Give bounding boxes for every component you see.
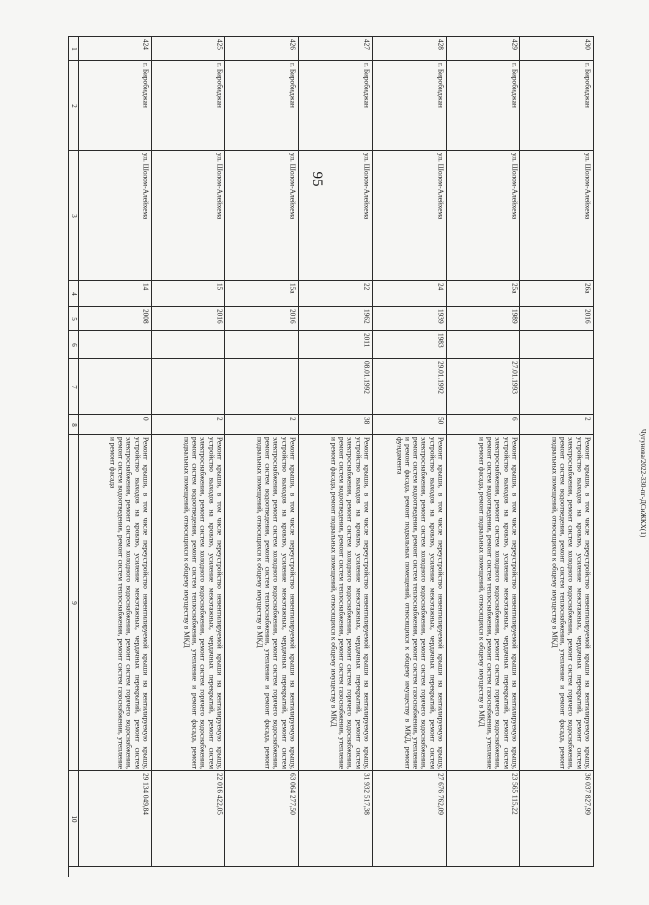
cell-c6 <box>78 331 152 359</box>
cell-cost <box>373 771 447 867</box>
cell-text: 63 064 277,50 <box>289 773 299 815</box>
cell-text: 27 676 762,09 <box>436 773 446 815</box>
cell-works <box>299 435 373 771</box>
cell-text: Ремонт крыши, в том числе переустройство невентилируемой крыши на вентилируемую крышу, устройство выходов на кровлю, усиление межэтажных, чердачных перекрытий, ремонт систем электроснабжения, ремонт систем холодного водоснабжения, ремонт систем горячего водоснабжения, ремонт систем водоотведения, ремонт систем теплоснабжения, утепление и ремонт фасада, ремонт подвальных помещений, относящихся к общему имуществу в МКД <box>550 437 593 769</box>
cell-text <box>80 361 150 413</box>
cell-n <box>78 37 152 61</box>
table-row <box>373 36 447 877</box>
cell-text: 31 932 517,38 <box>362 773 372 815</box>
cell-text <box>154 361 224 413</box>
cell-house <box>299 281 373 307</box>
cell-c5 <box>152 307 226 331</box>
cell-works <box>225 435 299 771</box>
column-header-label: 9 <box>69 600 78 605</box>
cell-text: 425 <box>215 39 225 50</box>
cell-c6 <box>447 331 521 359</box>
column-header-label: 4 <box>69 291 78 296</box>
cell-text: Ремонт крыши, в том числе переустройство невентилируемой крыши на вентилируемую крышу, устройство выходов на кровлю, усиление межэтажных, чердачных перекрытий, ремонт систем электроснабжения, ремонт систем холодного водоснабжения, ремонт систем горячего водоснабжения, ремонт систем водоотведения, ремонт систем теплоснабжения, ремонт систем газоснабжения, утепление и ремонт фасада, ремонт подвальных помещений, относящихся к общему имуществу в МКД <box>477 437 520 769</box>
cell-text: ул. Шолом-Алейхема <box>436 153 446 220</box>
cell-house <box>373 281 447 307</box>
cell-street <box>520 151 594 281</box>
cell-works <box>447 435 521 771</box>
column-header-label: 7 <box>69 384 78 389</box>
cell-text: г. Биробиджан <box>362 63 372 108</box>
table-row <box>78 36 152 877</box>
cell-n <box>225 37 299 61</box>
cell-c8 <box>447 415 521 435</box>
cell-house <box>152 281 226 307</box>
cell-house <box>520 281 594 307</box>
table-row <box>299 36 373 877</box>
column-header-label: 8 <box>69 422 78 427</box>
cell-text: 2016 <box>215 309 225 324</box>
cell-text: 0 <box>141 417 151 421</box>
cell-text: 24 <box>436 283 446 291</box>
cell-c5 <box>78 307 152 331</box>
cell-c7 <box>225 359 299 415</box>
cell-text: 15 <box>215 283 225 291</box>
cell-text: 29 134 049,84 <box>141 773 151 815</box>
cell-house <box>225 281 299 307</box>
cell-text: ул. Шолом-Алейхема <box>583 153 593 220</box>
cell-text: 2 <box>583 417 593 421</box>
cell-city <box>225 61 299 151</box>
cell-street <box>152 151 226 281</box>
cell-c8 <box>78 415 152 435</box>
cell-n <box>373 37 447 61</box>
cell-text: 428 <box>436 39 446 50</box>
cell-c5 <box>299 307 373 331</box>
cell-text: г. Биробиджан <box>583 63 593 108</box>
cell-text: ул. Шолом-Алейхема <box>510 153 520 220</box>
cell-text: 23 565 115,22 <box>510 773 520 815</box>
cell-c7 <box>152 359 226 415</box>
cell-text: 38 <box>362 417 372 425</box>
cell-text: Ремонт крыши, в том числе переустройство невентилируемой крыши на вентилируемую крышу, устройство выходов на кровлю, усиление межэтажных, чердачных перекрытий, ремонт систем электроснабжения, ремонт систем холодного водоснабжения, ремонт систем горячего водоснабжения, ремонт систем водоотведения, ремонт систем теплоснабжения, ремонт систем газоснабжения, утепление и ремонт фасада <box>108 437 151 769</box>
cell-n <box>152 37 226 61</box>
page-number: 95 <box>309 171 325 187</box>
cell-text: ул. Шолом-Алейхема <box>289 153 299 220</box>
cell-c5 <box>225 307 299 331</box>
column-header-label: 6 <box>69 342 78 347</box>
cell-text: 27.01.1993 <box>510 361 520 394</box>
table-row <box>447 36 521 877</box>
cell-text <box>154 333 224 357</box>
cell-house <box>447 281 521 307</box>
cell-text: Ремонт крыши, в том числе переустройство невентилируемой крыши на вентилируемую крышу, устройство выходов на кровлю, усиление межэтажных, чердачных перекрытий, ремонт систем электроснабжения, ремонт систем холодного водоснабжения, ремонт систем горячего водоснабжения, ремонт систем водоотведения, ремонт систем теплоснабжения, утепление и ремонт фасада, ремонт подвальных помещений, относящихся к общему имуществу в МКД <box>255 437 299 769</box>
table-row <box>152 36 226 877</box>
cell-c8 <box>299 415 373 435</box>
cell-city <box>373 61 447 151</box>
cell-text: 36 037 827,99 <box>583 773 593 815</box>
cell-cost <box>225 771 299 867</box>
cell-c6 <box>152 331 226 359</box>
cell-text: 2016 <box>583 309 593 324</box>
cell-text: Ремонт крыши, в том числе переустройство невентилируемой крыши на вентилируемую крышу, устройство выходов на кровлю, усиление межэтажных, чердачных перекрытий, ремонт систем электроснабжения, ремонт систем холодного водоснабжения, ремонт систем горячего водоснабжения, ремонт систем водоотведения, ремонт систем теплоснабжения, ремонт систем газоснабжения, утепление и ремонт фасада, ремонт подвальных помещений, относящихся к общему имуществу в МКД <box>329 437 372 769</box>
cell-c8 <box>520 415 594 435</box>
cell-cost <box>447 771 521 867</box>
cell-text <box>522 333 592 357</box>
cell-street <box>78 151 152 281</box>
cell-text: 50 <box>436 417 446 425</box>
cell-c5 <box>373 307 447 331</box>
cell-n <box>447 37 521 61</box>
cell-c6 <box>299 331 373 359</box>
cell-city <box>447 61 521 151</box>
cell-c7 <box>373 359 447 415</box>
cell-works <box>520 435 594 771</box>
cell-street <box>373 151 447 281</box>
cell-cost <box>299 771 373 867</box>
cell-text: 6 <box>510 417 520 421</box>
cell-street <box>225 151 299 281</box>
cell-text: 2 <box>215 417 225 421</box>
cell-text: 1989 <box>510 309 520 324</box>
cell-text: 22 <box>362 283 372 291</box>
cell-text: 1983 <box>436 333 446 348</box>
cell-text: г. Биробиджан <box>215 63 225 108</box>
cell-text <box>449 333 519 357</box>
cell-c7 <box>520 359 594 415</box>
table-row <box>520 36 594 877</box>
cell-text: 1939 <box>436 309 446 324</box>
cell-text: 427 <box>362 39 372 50</box>
cell-text: г. Биробиджан <box>436 63 446 108</box>
cell-text: 14 <box>141 283 151 291</box>
cell-c5 <box>520 307 594 331</box>
cell-text: г. Биробиджан <box>510 63 520 108</box>
cell-text: ул. Шолом-Алейхема <box>141 153 151 220</box>
cell-c6 <box>520 331 594 359</box>
cell-cost <box>78 771 152 867</box>
works-table <box>68 36 594 876</box>
cell-text: 08.01.1992 <box>362 361 372 394</box>
cell-c7 <box>447 359 521 415</box>
cell-c6 <box>225 331 299 359</box>
cell-street <box>447 151 521 281</box>
cell-text: 25а <box>510 283 520 294</box>
document-footer: Чугунова/2022-330-пг-ДСиЖКХ(1) <box>639 429 647 538</box>
cell-street <box>299 151 373 281</box>
cell-city <box>520 61 594 151</box>
cell-text: 2016 <box>289 309 299 324</box>
cell-cost <box>152 771 226 867</box>
cell-c8 <box>225 415 299 435</box>
cell-c6 <box>373 331 447 359</box>
cell-text: 2008 <box>141 309 151 324</box>
cell-text <box>227 361 297 413</box>
table-row <box>225 36 299 877</box>
cell-text: 424 <box>141 39 151 50</box>
cell-c7 <box>299 359 373 415</box>
cell-text: 1962 <box>362 309 372 324</box>
cell-works <box>78 435 152 771</box>
cell-text <box>522 361 592 413</box>
cell-works <box>373 435 447 771</box>
cell-city <box>299 61 373 151</box>
cell-c8 <box>152 415 226 435</box>
cell-text: ул. Шолом-Алейхема <box>362 153 372 220</box>
cell-text: ул. Шолом-Алейхема <box>215 153 225 220</box>
cell-c8 <box>373 415 447 435</box>
cell-house <box>78 281 152 307</box>
cell-text <box>80 333 150 357</box>
cell-c7 <box>78 359 152 415</box>
cell-text: 15а <box>289 283 299 294</box>
cell-text: 2011 <box>362 333 372 348</box>
cell-cost <box>520 771 594 867</box>
column-header-label: 3 <box>69 213 78 218</box>
cell-text: г. Биробиджан <box>289 63 299 108</box>
column-header-label: 1 <box>69 46 78 51</box>
column-header-label: 10 <box>69 815 78 822</box>
cell-text: Ремонт крыши, в том числе переустройство невентилируемой крыши на вентилируемую крышу, устройство выходов на кровлю, усиление межэтажных, чердачных перекрытий, ремонт систем электроснабжения, ремонт систем холодного водоснабжения, ремонт систем горячего водоснабжения, ремонт систем водоотведения, ремонт систем теплоснабжения, ремонт систем газоснабжения, утепление и ремонт фасада, ремонт подвальных помещений, относящихся к общему имуществу в МКД, ремонт фундамента <box>395 437 446 769</box>
cell-text: 2 <box>289 417 299 421</box>
cell-city <box>152 61 226 151</box>
cell-text: 430 <box>583 39 593 50</box>
cell-c5 <box>447 307 521 331</box>
cell-n <box>520 37 594 61</box>
cell-city <box>78 61 152 151</box>
cell-text: 22 016 422,05 <box>215 773 225 815</box>
cell-works <box>152 435 226 771</box>
cell-text <box>227 333 297 357</box>
column-header-label: 2 <box>69 103 78 108</box>
cell-text: Ремонт крыши, в том числе переустройство невентилируемой крыши на вентилируемую крышу, устройство выходов на кровлю, усиление межэтажных, чердачных перекрытий, ремонт систем электроснабжения, ремонт систем холодного водоснабжения, ремонт систем горячего водоснабжения, ремонт систем водоотведения, ремонт систем теплоснабжения, утепление и ремонт фасада, ремонт подвальных помещений, относящихся к общему имуществу в МКД <box>182 437 225 769</box>
column-header-label: 5 <box>69 316 78 321</box>
cell-text: 426 <box>289 39 299 50</box>
cell-text: 29.01.1992 <box>436 361 446 394</box>
cell-text: 26а <box>583 283 593 294</box>
cell-text: г. Биробиджан <box>141 63 151 108</box>
cell-text: 429 <box>510 39 520 50</box>
cell-n <box>299 37 373 61</box>
